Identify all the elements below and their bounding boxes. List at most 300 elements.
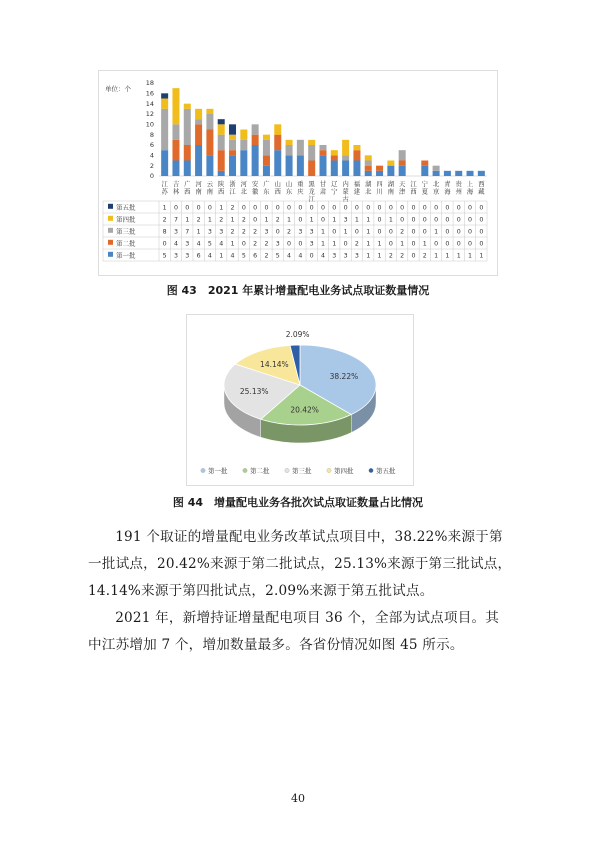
table-cell-value: 1 bbox=[230, 216, 235, 224]
category-label: 南 bbox=[206, 188, 214, 196]
bar-segment bbox=[184, 161, 191, 177]
table-cell-value: 0 bbox=[400, 204, 405, 212]
table-cell-value: 0 bbox=[411, 216, 416, 224]
y-tick-label: 8 bbox=[149, 130, 154, 139]
bar-segment bbox=[252, 145, 259, 176]
table-cell-value: 2 bbox=[400, 228, 405, 236]
bar-segment bbox=[365, 155, 372, 160]
table-cell-value: 0 bbox=[309, 204, 314, 212]
pie-legend-label: 第一批 bbox=[208, 467, 228, 475]
bar-segment bbox=[172, 124, 179, 140]
table-cell-value: 3 bbox=[309, 240, 314, 248]
table-cell-value: 2 bbox=[241, 228, 246, 236]
category-label: 浙 bbox=[229, 181, 236, 188]
bar-segment bbox=[240, 140, 247, 150]
table-cell-value: 1 bbox=[366, 228, 371, 236]
category-label: 苏 bbox=[161, 188, 168, 196]
table-cell-value: 1 bbox=[219, 252, 224, 260]
table-cell-value: 0 bbox=[196, 204, 201, 212]
table-cell-value: 2 bbox=[264, 252, 269, 260]
table-cell-value: 0 bbox=[354, 204, 359, 212]
category-label: 安 bbox=[251, 181, 259, 188]
pie-legend-marker bbox=[201, 468, 205, 472]
bar-segment bbox=[195, 119, 202, 124]
table-cell-value: 3 bbox=[275, 240, 280, 248]
table-cell-value: 0 bbox=[298, 240, 303, 248]
pie-chart bbox=[187, 315, 413, 485]
category-label: 青 bbox=[444, 181, 451, 188]
table-cell-value: 0 bbox=[445, 228, 450, 236]
bar-segment bbox=[353, 145, 360, 150]
page-number: 40 bbox=[291, 792, 305, 805]
table-cell-value: 0 bbox=[411, 240, 416, 248]
category-label: 藏 bbox=[478, 188, 485, 196]
table-cell-value: 2 bbox=[264, 240, 269, 248]
category-label: 重 bbox=[297, 181, 304, 188]
table-cell-value: 1 bbox=[377, 240, 382, 248]
table-cell-value: 0 bbox=[287, 204, 292, 212]
bar-segment bbox=[399, 150, 406, 160]
table-cell-value: 0 bbox=[241, 204, 246, 212]
table-cell-value: 2 bbox=[400, 252, 405, 260]
table-cell-value: 0 bbox=[388, 228, 393, 236]
table-cell-value: 0 bbox=[479, 240, 484, 248]
category-label: 南 bbox=[195, 188, 202, 196]
table-cell-value: 1 bbox=[162, 204, 167, 212]
category-label: 北 bbox=[240, 188, 247, 196]
table-cell-value: 1 bbox=[320, 240, 326, 248]
bar-segment bbox=[263, 166, 270, 176]
bar-segment bbox=[240, 130, 247, 140]
bar-segment bbox=[206, 130, 213, 156]
bar-segment bbox=[365, 166, 372, 171]
legend-label: 第四批 bbox=[116, 215, 136, 224]
table-cell-value: 3 bbox=[185, 252, 190, 260]
table-cell-value: 0 bbox=[366, 204, 371, 212]
bar-segment bbox=[218, 171, 225, 176]
table-cell-value: 0 bbox=[309, 252, 314, 260]
table-cell-value: 1 bbox=[354, 216, 359, 224]
y-tick-label: 4 bbox=[149, 151, 154, 160]
bar-segment bbox=[286, 155, 293, 176]
bar-segment bbox=[342, 161, 349, 177]
table-cell-value: 0 bbox=[343, 240, 348, 248]
bar-segment bbox=[229, 150, 236, 155]
table-cell-value: 2 bbox=[354, 240, 359, 248]
table-cell-value: 0 bbox=[479, 204, 484, 212]
legend-swatch bbox=[108, 228, 113, 233]
bar-segment bbox=[172, 88, 179, 124]
bar-segment bbox=[229, 135, 236, 140]
table-cell-value: 0 bbox=[275, 228, 280, 236]
bar-segment bbox=[274, 135, 281, 151]
table-cell-value: 3 bbox=[185, 240, 190, 248]
bar-segment bbox=[161, 109, 168, 150]
table-cell-value: 0 bbox=[388, 204, 393, 212]
table-cell-value: 5 bbox=[275, 252, 280, 260]
pie-legend-marker bbox=[285, 468, 289, 472]
table-cell-value: 1 bbox=[343, 228, 348, 236]
table-cell-value: 0 bbox=[377, 216, 382, 224]
table-cell-value: 0 bbox=[434, 216, 439, 224]
category-label: 天 bbox=[399, 181, 406, 188]
bar-segment bbox=[195, 145, 202, 176]
legend-swatch bbox=[108, 204, 113, 209]
table-cell-value: 0 bbox=[173, 204, 178, 212]
table-cell-value: 0 bbox=[400, 216, 405, 224]
table-cell-value: 0 bbox=[207, 204, 212, 212]
y-tick-label: 6 bbox=[149, 141, 154, 150]
table-cell-value: 6 bbox=[253, 252, 258, 260]
table-cell-value: 0 bbox=[434, 240, 439, 248]
body-paragraph-2: 2021 年，新增持证增量配电项目 36 个，全部为试点项目。其中江苏增加 7 个，增加数量最多。各省份情况如图 45 所示。 bbox=[88, 610, 500, 653]
table-cell-value: 3 bbox=[343, 216, 348, 224]
table-cell-value: 0 bbox=[343, 204, 348, 212]
pie-legend-marker bbox=[243, 468, 247, 472]
category-label: 广 bbox=[184, 181, 191, 188]
table-cell-value: 2 bbox=[219, 216, 224, 224]
table-cell-value: 5 bbox=[241, 252, 246, 260]
table-cell-value: 1 bbox=[377, 252, 382, 260]
table-cell-value: 3 bbox=[264, 228, 269, 236]
table-cell-value: 6 bbox=[196, 252, 201, 260]
category-label: 州 bbox=[455, 188, 462, 196]
table-cell-value: 0 bbox=[332, 204, 337, 212]
bar-segment bbox=[399, 166, 406, 176]
bar-segment bbox=[195, 124, 202, 145]
bar-segment bbox=[218, 119, 225, 124]
bar-segment bbox=[229, 155, 236, 176]
table-cell-value: 1 bbox=[287, 216, 292, 224]
bar-segment bbox=[478, 171, 485, 176]
bar-segment bbox=[218, 135, 225, 151]
bar-segment bbox=[263, 155, 270, 165]
table-cell-value: 0 bbox=[298, 216, 303, 224]
table-cell-value: 0 bbox=[479, 228, 484, 236]
legend-label: 第一批 bbox=[116, 251, 136, 260]
table-cell-value: 7 bbox=[185, 228, 190, 236]
bar-segment bbox=[218, 124, 225, 134]
table-cell-value: 1 bbox=[309, 216, 314, 224]
table-cell-value: 4 bbox=[207, 252, 212, 260]
figure-43-caption: 图 43 2021 年累计增量配电业务试点取证数量情况 bbox=[166, 284, 430, 297]
category-label: 广 bbox=[263, 181, 270, 188]
bar-segment bbox=[184, 145, 191, 161]
bar-segment bbox=[308, 140, 315, 145]
category-label: 京 bbox=[432, 188, 440, 196]
bar-segment bbox=[286, 145, 293, 155]
category-label: 宁 bbox=[331, 188, 338, 196]
category-label: 夏 bbox=[421, 188, 428, 196]
table-cell-value: 0 bbox=[468, 204, 473, 212]
category-label: 湖 bbox=[365, 181, 372, 188]
table-cell-value: 0 bbox=[332, 228, 337, 236]
category-label: 西 bbox=[184, 188, 191, 196]
table-cell-value: 0 bbox=[264, 204, 269, 212]
figure-43-chart bbox=[98, 70, 498, 276]
category-label: 东 bbox=[285, 188, 293, 196]
bar-segment bbox=[353, 161, 360, 177]
pie-legend-label: 第四批 bbox=[334, 467, 354, 475]
bar-segment bbox=[206, 114, 213, 130]
table-cell-value: 3 bbox=[173, 252, 178, 260]
legend-swatch bbox=[108, 252, 113, 257]
pie-legend-marker bbox=[369, 468, 373, 472]
pie-legend-label: 第五批 bbox=[376, 467, 396, 475]
bar-segment bbox=[308, 145, 315, 161]
y-tick-label: 10 bbox=[145, 120, 154, 129]
category-label: 福 bbox=[353, 181, 361, 188]
unit-label: 单位：个 bbox=[105, 85, 131, 93]
bar-segment bbox=[376, 166, 383, 171]
legend-label: 第二批 bbox=[116, 239, 136, 248]
bar-segment bbox=[387, 161, 394, 166]
category-label: 江 bbox=[410, 181, 417, 188]
table-cell-value: 2 bbox=[388, 252, 393, 260]
category-label: 蒙 bbox=[342, 188, 349, 196]
table-cell-value: 4 bbox=[298, 252, 303, 260]
category-label: 辽 bbox=[331, 181, 338, 188]
bar-segment bbox=[161, 99, 168, 109]
table-cell-value: 0 bbox=[320, 216, 326, 224]
table-cell-value: 0 bbox=[388, 240, 393, 248]
y-tick-label: 0 bbox=[149, 172, 154, 181]
table-cell-value: 3 bbox=[354, 252, 359, 260]
pie-data-label: 2.09% bbox=[285, 329, 310, 339]
y-tick-label: 16 bbox=[145, 89, 154, 98]
bar-segment bbox=[331, 150, 338, 155]
table-cell-value: 0 bbox=[422, 216, 427, 224]
table-cell-value: 0 bbox=[456, 228, 461, 236]
category-label: 四 bbox=[376, 181, 383, 188]
bar-segment bbox=[421, 166, 428, 176]
pie-legend-label: 第二批 bbox=[250, 467, 270, 475]
bar-segment bbox=[342, 140, 349, 156]
table-cell-value: 0 bbox=[298, 204, 303, 212]
table-cell-value: 1 bbox=[456, 252, 461, 260]
table-cell-value: 2 bbox=[275, 216, 280, 224]
table-cell-value: 2 bbox=[241, 216, 246, 224]
legend-label: 第五批 bbox=[116, 203, 136, 212]
table-cell-value: 0 bbox=[320, 204, 326, 212]
table-cell-value: 1 bbox=[196, 228, 201, 236]
table-cell-value: 0 bbox=[411, 204, 416, 212]
table-cell-value: 4 bbox=[219, 240, 224, 248]
table-cell-value: 0 bbox=[445, 216, 450, 224]
category-label: 龙 bbox=[308, 188, 315, 196]
category-label: 内 bbox=[342, 181, 349, 188]
category-label: 肃 bbox=[319, 188, 327, 196]
y-tick-label: 2 bbox=[149, 161, 154, 170]
category-label: 贵 bbox=[455, 181, 462, 188]
table-cell-value: 3 bbox=[298, 228, 303, 236]
bar-segment bbox=[365, 161, 372, 166]
table-cell-value: 1 bbox=[434, 228, 439, 236]
figure-44-chart bbox=[186, 314, 414, 486]
stacked-bar-chart bbox=[99, 71, 497, 275]
bar-segment bbox=[319, 145, 326, 150]
bar-segment bbox=[274, 124, 281, 134]
table-cell-value: 0 bbox=[468, 228, 473, 236]
table-cell-value: 0 bbox=[377, 204, 382, 212]
bar-segment bbox=[308, 161, 315, 177]
table-cell-value: 0 bbox=[422, 204, 427, 212]
table-cell-value: 1 bbox=[207, 216, 212, 224]
table-cell-value: 0 bbox=[422, 228, 427, 236]
pie-data-label: 14.14% bbox=[260, 360, 289, 370]
table-cell-value: 7 bbox=[173, 216, 178, 224]
category-label: 黑 bbox=[308, 181, 315, 188]
bar-segment bbox=[206, 155, 213, 176]
table-cell-value: 4 bbox=[196, 240, 201, 248]
category-label: 山 bbox=[274, 181, 281, 188]
table-cell-value: 4 bbox=[320, 252, 326, 260]
bar-segment bbox=[263, 135, 270, 140]
table-cell-value: 1 bbox=[445, 252, 450, 260]
bar-segment bbox=[399, 161, 406, 166]
table-cell-value: 3 bbox=[332, 252, 337, 260]
bar-segment bbox=[342, 155, 349, 160]
category-label: 河 bbox=[195, 181, 202, 188]
table-cell-value: 1 bbox=[366, 252, 371, 260]
category-label: 川 bbox=[376, 188, 383, 196]
table-cell-value: 1 bbox=[479, 252, 484, 260]
table-cell-value: 4 bbox=[287, 252, 292, 260]
bar-segment bbox=[161, 150, 168, 176]
bar-segment bbox=[353, 150, 360, 160]
bar-segment bbox=[331, 161, 338, 177]
table-cell-value: 3 bbox=[173, 228, 178, 236]
table-cell-value: 0 bbox=[479, 216, 484, 224]
y-tick-label: 18 bbox=[145, 79, 154, 88]
pie-legend-label: 第三批 bbox=[292, 467, 312, 475]
category-label: 山 bbox=[285, 181, 293, 188]
bar-segment bbox=[172, 140, 179, 161]
category-label: 湖 bbox=[387, 181, 395, 188]
category-label: 河 bbox=[240, 181, 247, 188]
pie-legend-marker bbox=[327, 468, 331, 472]
category-label: 古 bbox=[342, 196, 349, 203]
bar-segment bbox=[206, 109, 213, 114]
bar-segment bbox=[433, 166, 440, 171]
table-cell-value: 0 bbox=[275, 204, 280, 212]
y-tick-label: 12 bbox=[145, 110, 154, 119]
table-cell-value: 2 bbox=[162, 216, 167, 224]
bar-segment bbox=[376, 171, 383, 176]
table-cell-value: 1 bbox=[434, 252, 439, 260]
table-cell-value: 1 bbox=[400, 240, 405, 248]
table-cell-value: 3 bbox=[207, 228, 212, 236]
bar-segment bbox=[184, 109, 191, 145]
category-label: 北 bbox=[365, 188, 372, 196]
category-label: 海 bbox=[466, 188, 474, 196]
table-cell-value: 0 bbox=[241, 240, 246, 248]
bar-segment bbox=[467, 171, 474, 176]
table-cell-value: 0 bbox=[411, 252, 416, 260]
bar-segment bbox=[331, 155, 338, 160]
category-label: 上 bbox=[466, 181, 474, 188]
table-cell-value: 2 bbox=[253, 240, 258, 248]
legend-swatch bbox=[108, 216, 113, 221]
table-cell-value: 3 bbox=[343, 252, 348, 260]
table-cell-value: 1 bbox=[468, 252, 473, 260]
category-label: 东 bbox=[263, 188, 270, 196]
bar-segment bbox=[252, 135, 259, 145]
bar-segment bbox=[229, 124, 236, 134]
category-label: 北 bbox=[432, 181, 440, 188]
category-label: 南 bbox=[387, 188, 395, 196]
category-label: 云 bbox=[206, 181, 214, 188]
table-cell-value: 2 bbox=[196, 216, 201, 224]
category-label: 江 bbox=[161, 181, 168, 188]
bar-segment bbox=[444, 171, 451, 176]
table-cell-value: 5 bbox=[162, 252, 167, 260]
table-cell-value: 4 bbox=[173, 240, 178, 248]
table-cell-value: 0 bbox=[253, 216, 258, 224]
table-cell-value: 0 bbox=[468, 240, 473, 248]
body-paragraph-1: 191 个取证的增量配电业务改革试点项目中，38.22%来源于第一批试点，20.42%来源于第二批试点，25.13%来源于第三批试点，14.14%来源于第四批试点，2.09%来源于第五批试点。 bbox=[88, 529, 512, 599]
table-cell-value: 3 bbox=[309, 228, 314, 236]
table-cell-value: 1 bbox=[264, 216, 269, 224]
table-cell-value: 3 bbox=[219, 228, 224, 236]
category-label: 宁 bbox=[421, 181, 428, 188]
table-cell-value: 1 bbox=[332, 216, 337, 224]
bar-segment bbox=[455, 171, 462, 176]
table-cell-value: 2 bbox=[230, 204, 235, 212]
table-cell-value: 0 bbox=[287, 240, 292, 248]
table-cell-value: 0 bbox=[354, 228, 359, 236]
y-tick-label: 14 bbox=[145, 99, 154, 108]
category-label: 吉 bbox=[172, 181, 180, 188]
bar-segment bbox=[161, 93, 168, 98]
category-label: 西 bbox=[478, 181, 485, 188]
bar-segment bbox=[319, 155, 326, 176]
bar-segment bbox=[297, 140, 304, 156]
bar-segment bbox=[433, 171, 440, 176]
table-cell-value: 0 bbox=[456, 216, 461, 224]
table-cell-value: 0 bbox=[434, 204, 439, 212]
bar-segment bbox=[319, 150, 326, 155]
table-cell-value: 1 bbox=[320, 228, 326, 236]
table-cell-value: 2 bbox=[287, 228, 292, 236]
category-label: 建 bbox=[353, 188, 361, 196]
table-cell-value: 0 bbox=[411, 228, 416, 236]
bar-segment bbox=[184, 104, 191, 109]
table-cell-value: 0 bbox=[445, 240, 450, 248]
bar-segment bbox=[297, 155, 304, 176]
category-label: 庆 bbox=[297, 188, 304, 196]
table-cell-value: 1 bbox=[388, 216, 393, 224]
legend-swatch bbox=[108, 240, 113, 245]
bar-segment bbox=[421, 161, 428, 166]
table-cell-value: 0 bbox=[445, 204, 450, 212]
category-label: 西 bbox=[410, 188, 417, 196]
category-label: 甘 bbox=[319, 181, 327, 188]
category-label: 西 bbox=[274, 188, 281, 196]
legend-label: 第三批 bbox=[116, 227, 136, 236]
bar-segment bbox=[229, 140, 236, 150]
table-cell-value: 0 bbox=[468, 216, 473, 224]
table-cell-value: 1 bbox=[422, 240, 427, 248]
table-cell-value: 4 bbox=[230, 252, 235, 260]
category-label: 江 bbox=[308, 196, 315, 203]
table-cell-value: 1 bbox=[332, 240, 337, 248]
table-cell-value: 1 bbox=[366, 240, 371, 248]
table-cell-value: 1 bbox=[219, 204, 224, 212]
table-cell-value: 0 bbox=[456, 204, 461, 212]
bar-segment bbox=[218, 150, 225, 171]
table-cell-value: 2 bbox=[422, 252, 427, 260]
